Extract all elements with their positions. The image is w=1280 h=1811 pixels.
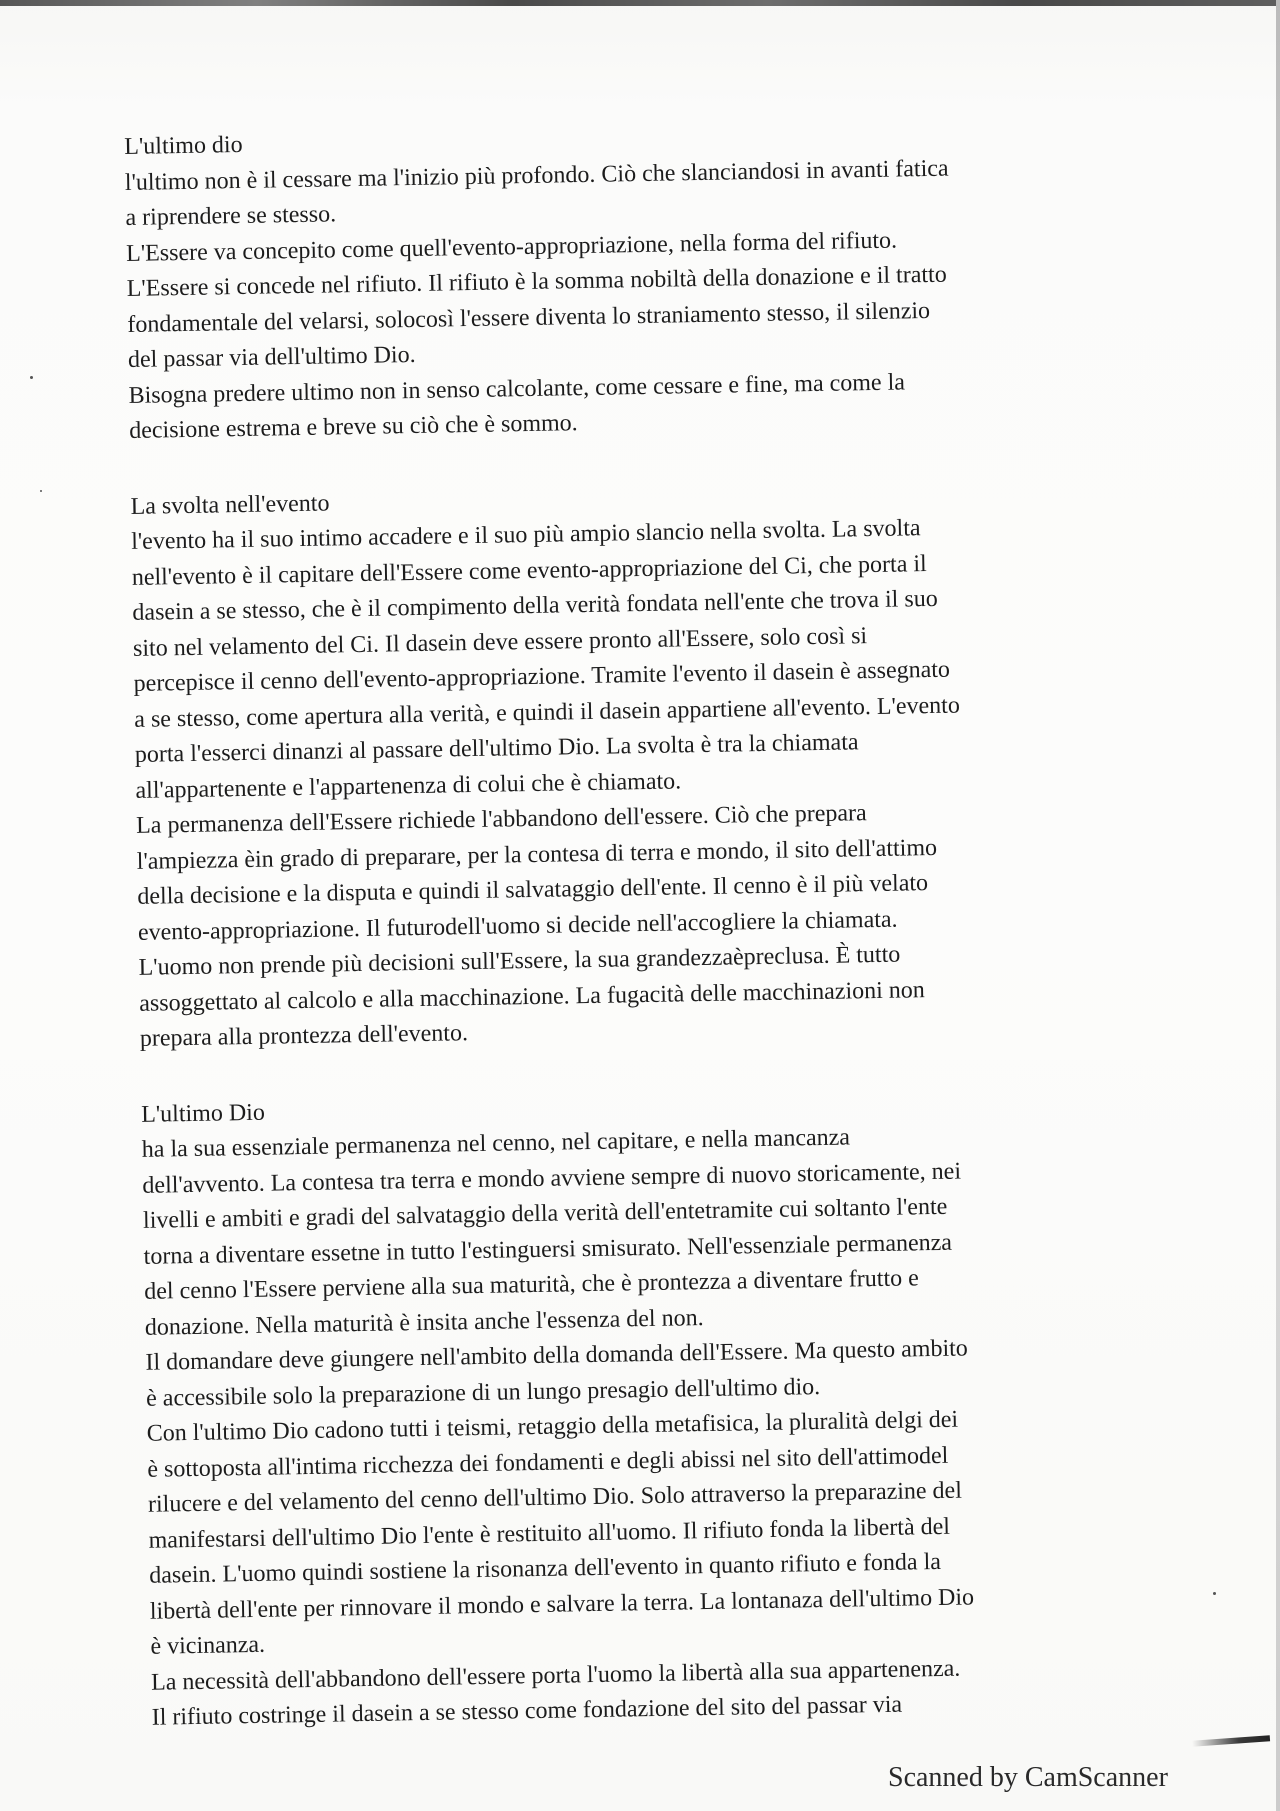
- text-line: dasein a se stesso, che è il compimento della verità fondata nell'ente che trova il suo: [132, 585, 938, 626]
- page-corner-mark: [1192, 1735, 1270, 1746]
- paragraph: [136, 791, 1178, 951]
- section-title: La svolta nell'evento: [130, 489, 330, 520]
- scan-top-edge: [0, 0, 1280, 6]
- text-line: fondamentale del velarsi, solocosì l'essere diventa lo straniamento stesso, il silenzio: [127, 297, 931, 338]
- paragraph: [126, 254, 1168, 379]
- scanner-watermark: Scanned by CamScanner: [888, 1762, 1168, 1793]
- text-line: prepara alla prontezza dell'evento.: [139, 1020, 469, 1052]
- paragraph: [146, 1399, 1190, 1666]
- text-line: all'appartenente e l'appartenenza di colui che è chiamato.: [135, 767, 682, 804]
- text-line: del cenno l'Essere perviene alla sua maturità, che è prontezza a diventare frutto e: [144, 1265, 919, 1305]
- text-line: La necessità dell'abbandono dell'essere porta l'uomo la libertà alla sua appartenenza.: [150, 1655, 961, 1696]
- text-line: L'Essere si concede nel rifiuto. Il rifiuto è la somma nobiltà della donazione e il tratto: [126, 261, 947, 302]
- paragraph: [138, 933, 1180, 1058]
- text-line: l'ultimo non è il cessare ma l'inizio più profondo. Ciò che slanciandosi in avanti fatica: [124, 155, 949, 196]
- text-line: rilucere e del velamento del cenno dell'ultimo Dio. Solo attraverso la preparazine del: [147, 1477, 963, 1518]
- text-line: a se stesso, come apertura alla verità, e quindi il dasein appartiene all'evento. L'evento: [134, 692, 961, 733]
- text-line: è accessibile solo la preparazione di un lungo presagio dell'ultimo dio.: [145, 1373, 821, 1412]
- text-line: porta l'esserci dinanzi al passare dell'ultimo Dio. La svolta è tra la chiamata: [134, 729, 859, 768]
- text-line: della decisione e la disputa e quindi il salvataggio dell'ente. Il cenno è il più velato: [137, 870, 929, 910]
- text-line: Bisogna predere ultimo non in senso calcolante, come cessare e fine, ma come la: [128, 368, 906, 409]
- text-line: Con l'ultimo Dio cadono tutti i teismi, retaggio della metafisica, la pluralità delgi dei: [146, 1406, 959, 1447]
- text-line: Il rifiuto costringe il dasein a se stesso come fondazione del sito del passar via: [151, 1691, 903, 1731]
- section: [130, 471, 1180, 1057]
- scan-speck: [1213, 1592, 1216, 1595]
- text-line: percepisce il cenno dell'evento-appropriazione. Tramite l'evento il dasein è assegnato: [133, 656, 951, 697]
- section: [141, 1079, 1192, 1736]
- paragraph: [131, 507, 1176, 809]
- text-line: l'ampiezza èin grado di preparare, per la contesa di terra e mondo, il sito dell'attimo: [136, 834, 938, 875]
- paragraph: [142, 1115, 1186, 1346]
- text-line: l'evento ha il suo intimo accadere e il suo più ampio slancio nella svolta. La svolta: [130, 515, 921, 555]
- document-body: [124, 112, 1193, 1776]
- text-line: torna a diventare essetne in tutto l'estinguersi smisurato. Nell'essenziale permanenza: [143, 1229, 953, 1270]
- text-line: donazione. Nella maturità è insita anche l'essenza del non.: [144, 1304, 704, 1341]
- text-line: livelli e ambiti e gradi del salvataggio della verità dell'entetramite cui soltanto l'ente: [142, 1193, 948, 1234]
- text-line: assoggettato al calcolo e alla macchinazione. La fugacità delle macchinazioni non: [139, 976, 925, 1017]
- text-line: libertà dell'ente per rinnovare il mondo e salvare la terra. La lontanaza dell'ultimo Dio: [149, 1583, 975, 1625]
- text-line: evento-appropriazione. Il futurodell'uomo si decide nell'accogliere la chiamata.: [137, 906, 898, 946]
- text-line: a riprendere se stesso.: [125, 201, 337, 231]
- text-line: è sottoposta all'intima ricchezza dei fondamenti e degli abissi nel sito dell'attimodel: [147, 1442, 949, 1483]
- text-line: ha la sua essenziale permanenza nel cenno, nel capitare, e nella mancanza: [141, 1124, 851, 1163]
- scan-right-edge: [1276, 0, 1280, 1811]
- section-title: L'ultimo dio: [124, 131, 243, 160]
- section: [124, 112, 1169, 450]
- text-line: nell'evento è il capitare dell'Essere come evento-appropriazione del Ci, che porta il: [131, 550, 927, 591]
- text-line: sito nel velamento del Ci. Il dasein deve essere pronto all'Essere, solo così si: [132, 622, 868, 662]
- text-line: Il domandare deve giungere nell'ambito della domanda dell'Essere. Ma questo ambito: [145, 1335, 969, 1376]
- text-line: dell'avvento. La contesa tra terra e mondo avviene sempre di nuovo storicamente, nei: [142, 1158, 962, 1199]
- scan-speck: [40, 490, 42, 492]
- text-line: L'uomo non prende più decisioni sull'Essere, la sua grandezzaèpreclusa. È tutto: [138, 941, 901, 981]
- text-line: decisione estrema e breve su ciò che è sommo.: [129, 410, 578, 444]
- text-line: è vicinanza.: [150, 1631, 266, 1660]
- text-line: dasein. L'uomo quindi sostiene la risonanza dell'evento in quanto rifiuto e fonda la: [149, 1548, 942, 1589]
- text-line: del passar via dell'ultimo Dio.: [127, 341, 416, 373]
- text-line: L'Essere va concepito come quell'evento-appropriazione, nella forma del rifiuto.: [125, 227, 898, 267]
- scan-speck: [30, 376, 33, 379]
- text-line: La permanenza dell'Essere richiede l'abbandono dell'essere. Ciò che prepara: [135, 800, 867, 839]
- section-title: L'ultimo Dio: [140, 1099, 266, 1128]
- text-line: manifestarsi dell'ultimo Dio l'ente è restituito all'uomo. Il rifiuto fonda la libertà del: [148, 1513, 951, 1554]
